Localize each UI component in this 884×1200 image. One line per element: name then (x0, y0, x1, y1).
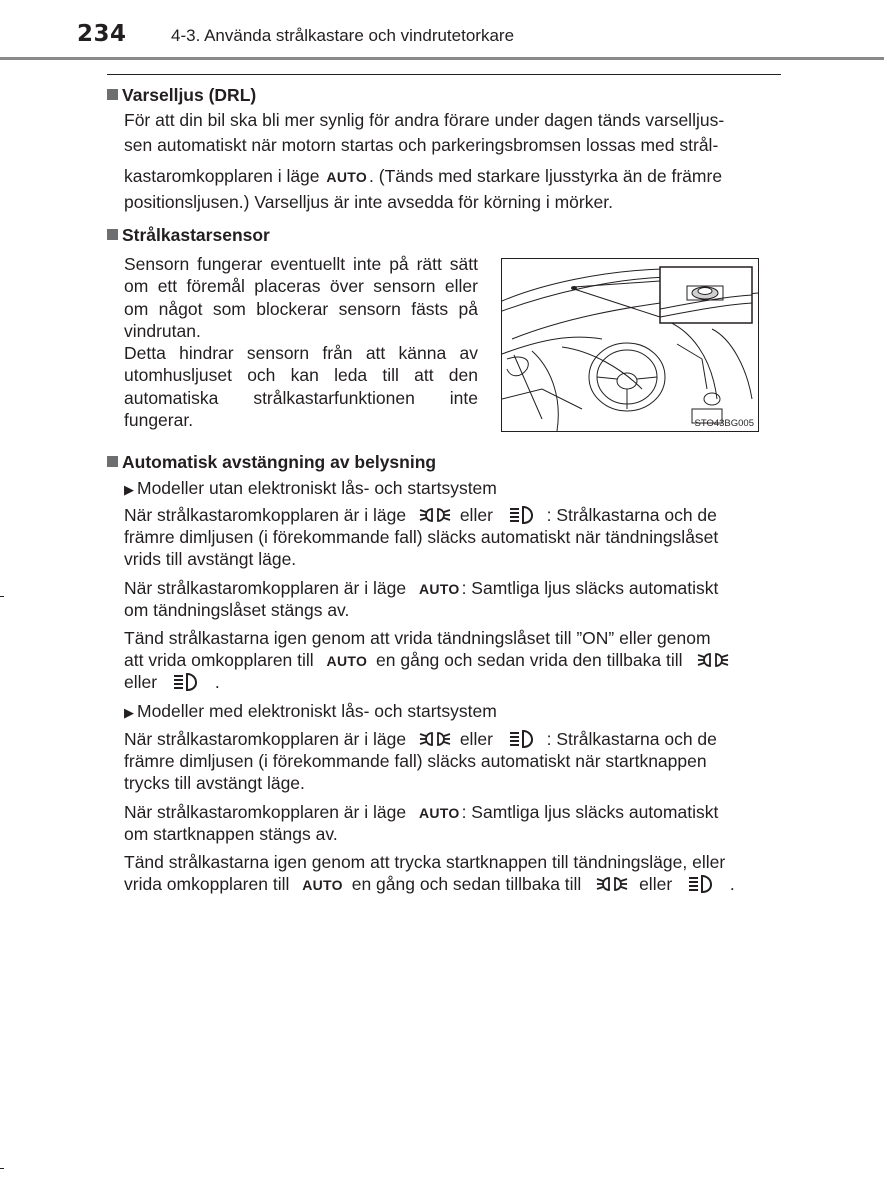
sensor-paragraph: Detta hindrar sensorn från att känna av utomhusljuset och kan leda till att den automatiska strålkastarfunktionen inte fungerar. (124, 343, 478, 430)
text-line: Tänd strålkastarna igen genom att trycka startknappen till tändningsläge, eller (124, 852, 726, 872)
header-rule (0, 57, 884, 60)
text-line: främre dimljusen (i förekommande fall) släcks automatiskt när tändningslåset (124, 527, 719, 547)
drl-text-line: positionsljusen.) Varselljus är inte avsedda för körning i mörker. (124, 192, 613, 212)
dashboard-illustration (501, 258, 759, 432)
headlight-icon (506, 729, 542, 749)
drl-heading: Varselljus (DRL) (107, 85, 256, 106)
drl-text-line: kastaromkopplaren i läge AUTO . (Tänds med starkare ljusstyrka än de främre (124, 166, 723, 186)
tail-light-icon (695, 650, 731, 670)
text-line: När strålkastaromkopplaren är i läge AUTO : Samtliga ljus släcks automatiskt (124, 578, 719, 598)
bullet-square-icon (107, 456, 118, 467)
tail-light-icon (417, 729, 453, 749)
auto-label: AUTO (326, 169, 368, 185)
auto-off-heading: Automatisk avstängning av belysning (107, 452, 436, 473)
text-line: trycks till avstängt läge. (124, 773, 305, 793)
section-title: 4-3. Använda strålkastare och vindrutetorkare (171, 26, 515, 45)
subheading-without-smart-key: ▶ Modeller utan elektroniskt lås- och startsystem (124, 478, 497, 498)
text-line: om startknappen stängs av. (124, 824, 338, 844)
triangle-bullet-icon: ▶ (124, 482, 134, 497)
dashboard-drawing (502, 259, 758, 431)
headlight-icon (685, 874, 721, 894)
bullet-square-icon (107, 89, 118, 100)
drl-text-line: För att din bil ska bli mer synlig för andra förare under dagen tänds varselljus- (124, 110, 725, 130)
headlight-icon (170, 672, 206, 692)
text-line: Tänd strålkastarna igen genom att vrida tändningslåset till ”ON” eller genom (124, 628, 711, 648)
sensor-paragraph: Sensorn fungerar eventuellt inte på rätt sätt om ett föremål placeras över sensorn eller om något som blockerar sensorn fästs på vindrutan. (124, 254, 478, 341)
sensor-heading: Strålkastarsensor (107, 225, 270, 246)
margin-tick (0, 596, 4, 597)
page-number: 234 (77, 21, 127, 47)
auto-label: AUTO (418, 805, 460, 821)
headlight-icon (506, 505, 542, 525)
auto-label: AUTO (302, 877, 343, 893)
text-line: När strålkastaromkopplaren är i läge eller : Strålkastarna och de (124, 505, 717, 525)
text-line: att vrida omkopplaren till AUTO en gång och sedan vrida den tillbaka till (124, 650, 731, 671)
section-rule (107, 74, 781, 75)
text-line: När strålkastaromkopplaren är i läge eller : Strålkastarna och de (124, 729, 717, 749)
text-line: När strålkastaromkopplaren är i läge AUTO : Samtliga ljus släcks automatiskt (124, 802, 719, 822)
figure-code: STO43BG005 (694, 418, 754, 429)
triangle-bullet-icon: ▶ (124, 705, 134, 720)
auto-label: AUTO (326, 653, 368, 669)
text-line: eller . (124, 672, 220, 692)
subheading-with-smart-key: ▶ Modeller med elektroniskt lås- och startsystem (124, 701, 497, 721)
margin-tick (0, 1168, 4, 1169)
tail-light-icon (417, 505, 453, 525)
text-line: om tändningslåset stängs av. (124, 600, 350, 620)
text-line: vrids till avstängt läge. (124, 549, 297, 569)
tail-light-icon (594, 874, 630, 894)
drl-text-line: sen automatiskt när motorn startas och parkeringsbromsen lossas med strål- (124, 135, 719, 155)
auto-label: AUTO (418, 581, 460, 597)
text-line: främre dimljusen (i förekommande fall) släcks automatiskt när startknappen (124, 751, 707, 771)
bullet-square-icon (107, 229, 118, 240)
text-line: vrida omkopplaren till AUTO en gång och sedan tillbaka till eller . (124, 874, 735, 894)
